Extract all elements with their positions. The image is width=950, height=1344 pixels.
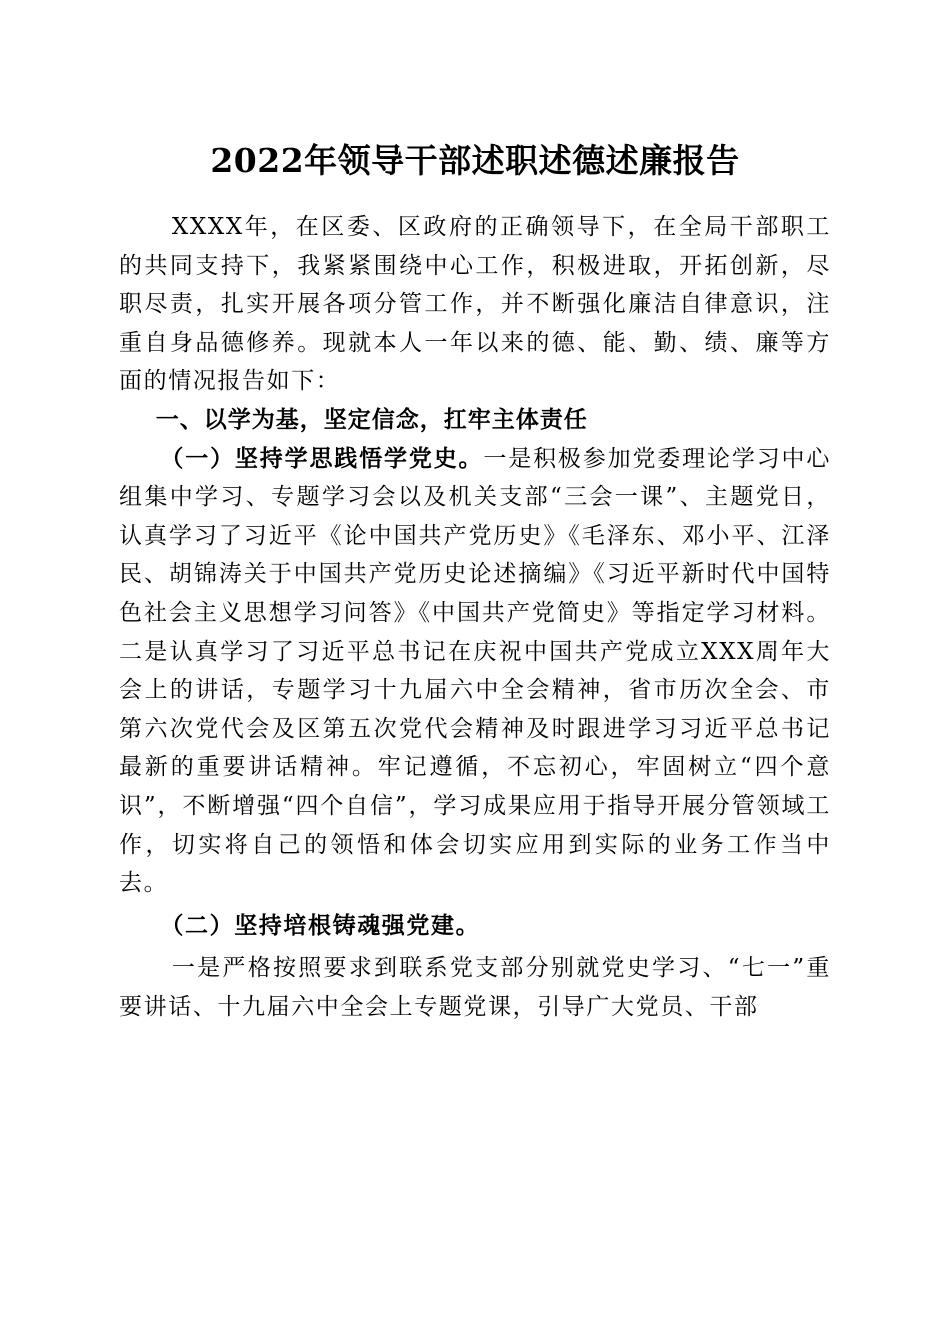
subsection-1-heading: （一）坚持学思践悟学党史。 <box>160 444 484 472</box>
subsection-2-heading: （二）坚持培根铸魂强党建。 <box>160 911 481 939</box>
document-title: 2022年领导干部述职述德述廉报告 <box>210 141 740 180</box>
subsection-2-heading-paragraph <box>119 907 831 946</box>
section-heading-1: 一、以学为基，坚定信念，扛牢主体责任 <box>155 406 588 433</box>
subsection-2-body: 一是严格按照要求到联系党支部分别就党史学习、“七一”重要讲话、十九届六中全会上专题党课，引导广大党员、干部 <box>119 955 831 1020</box>
subsection-1-body: 一是积极参加党委理论学习中心组集中学习、专题学习会以及机关支部“三会一课”、主题党日，认真学习了习近平《论中国共产党历史》《毛泽东、邓小平、江泽民、胡锦涛关于中国共产党历史论述摘编》《习近平新时代中国特色社会主义思想学习问答》《中国共产党简史》等指定学习材料。二是认真学习了习近平总书记在庆祝中国共产党成立XXX周年大会上的讲话，专题学习十九届六中全会精神，省市历次全会、市第六次党代会及区第五次党代会精神及时跟进学习习近平总书记最新的重要讲话精神。牢记遵循，不忘初心，牢固树立“四个意识”，不断增强“四个自信”，学习成果应用于指导开展分管领域工作，切实将自己的领悟和体会切实应用到实际的业务工作当中去。 <box>119 445 831 897</box>
intro-paragraph: XXXX年，在区委、区政府的正确领导下，在全局干部职工的共同支持下，我紧紧围绕中心工作，积极进取，开拓创新，尽职尽责，扎实开展各项分管工作，并不断强化廉洁自律意识，注重自身品德修养。现就本人一年以来的德、能、勤、绩、廉等方面的情况报告如下： <box>119 214 831 395</box>
document-body <box>119 208 831 1026</box>
subsection-1-paragraph <box>119 440 831 903</box>
